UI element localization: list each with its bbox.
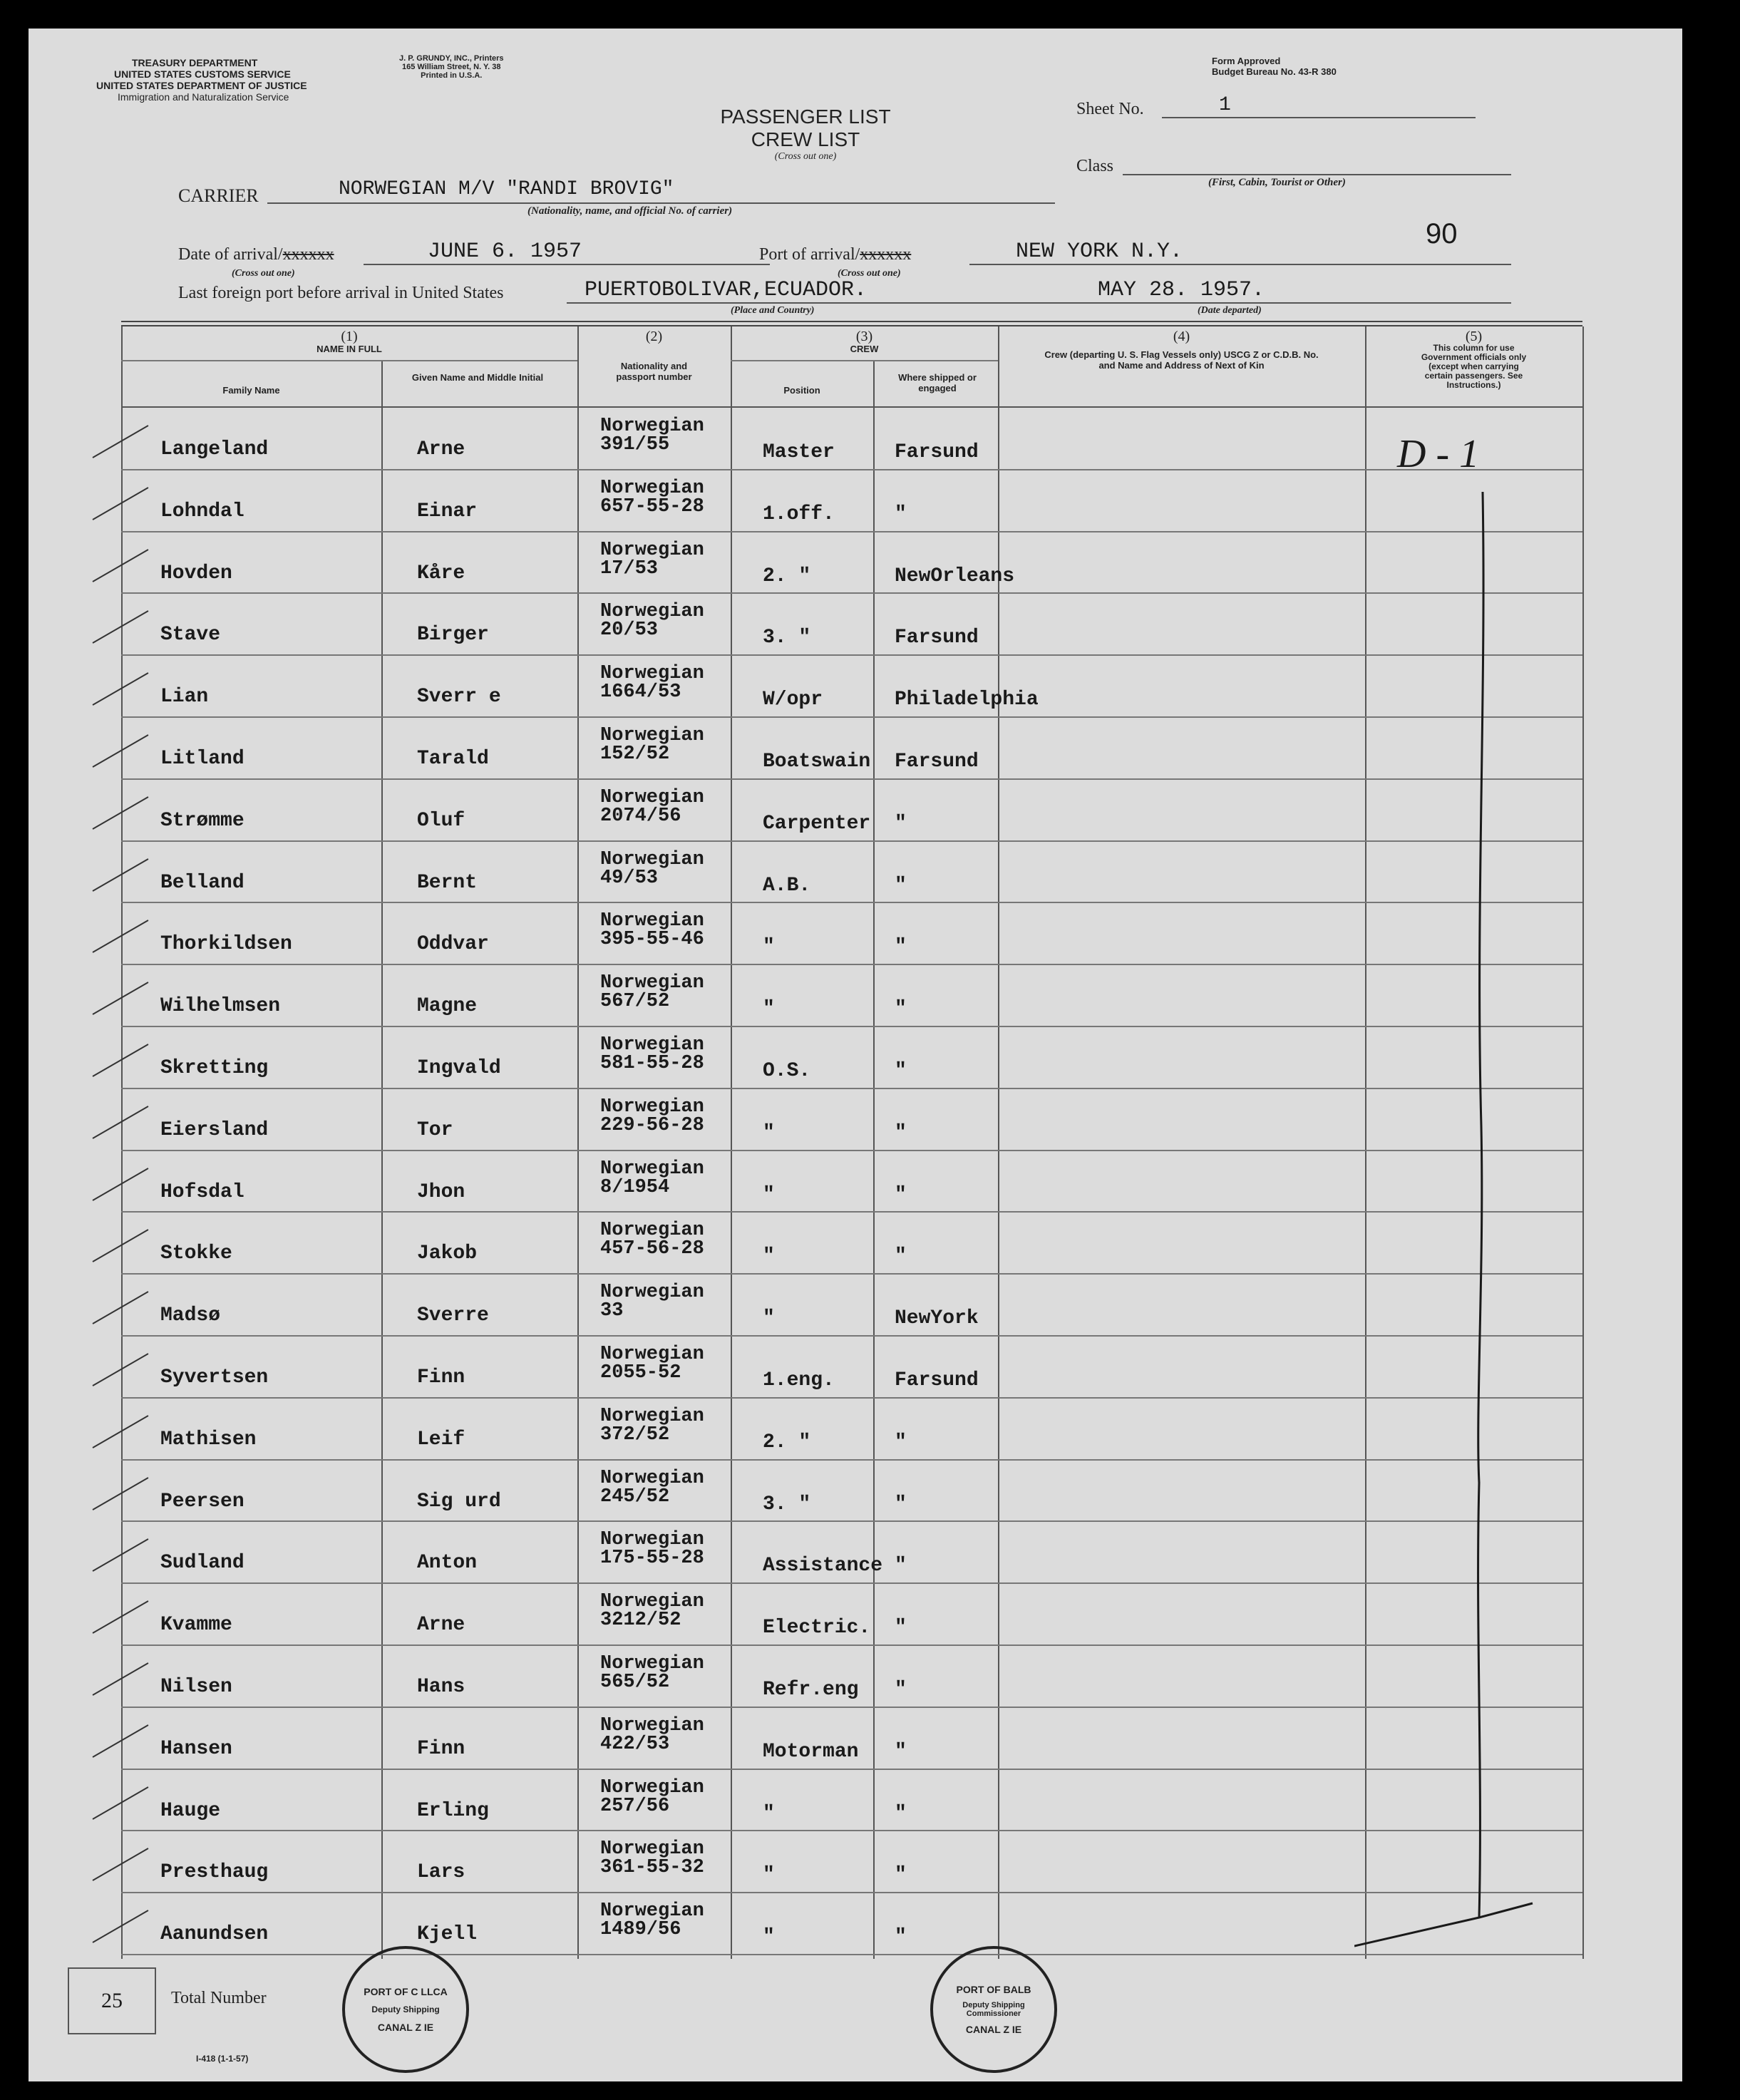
position-cell: " xyxy=(763,1802,775,1825)
date-label-wrap xyxy=(178,245,334,264)
nationality-cell: Norwegian xyxy=(600,1591,704,1613)
check-mark xyxy=(93,487,149,520)
stamp2-inner-text: Deputy Shipping Commissioner xyxy=(962,2001,1025,2018)
family-name-cell: Langeland xyxy=(160,438,269,460)
family-name-cell: Nilsen xyxy=(160,1676,232,1698)
family-name-cell: Kvamme xyxy=(160,1614,232,1637)
col2-num: (2) xyxy=(645,329,663,344)
nationality-cell: Norwegian xyxy=(600,1344,704,1365)
check-mark xyxy=(93,734,149,768)
nationality-cell: Norwegian xyxy=(600,601,704,623)
family-name-cell: Peersen xyxy=(160,1490,244,1513)
position-cell: " xyxy=(763,1864,775,1887)
where-shipped-cell: Philadelphia xyxy=(895,689,1039,711)
position-cell: W/opr xyxy=(763,689,823,711)
last-port-value: PUERTOBOLIVAR,ECUADOR. xyxy=(585,278,868,302)
col-line xyxy=(731,326,732,1959)
nationality-cell: Norwegian xyxy=(600,1158,704,1180)
where-shipped-cell: " xyxy=(895,1802,907,1825)
nationality-cell: Norwegian xyxy=(600,1529,704,1551)
total-number-label: Total Number xyxy=(171,1989,267,2007)
given-name-cell: Lars xyxy=(417,1861,465,1884)
family-name-cell: Wilhelmsen xyxy=(160,995,281,1018)
position-cell: 3. " xyxy=(763,627,811,649)
nationality-cell: Norwegian xyxy=(600,477,704,499)
col2-header xyxy=(577,329,731,382)
sheet-label: Sheet No. xyxy=(1076,100,1144,118)
date-label: Date of arrival/ xyxy=(178,245,283,264)
check-mark xyxy=(93,982,149,1015)
family-name-cell: Syvertsen xyxy=(160,1366,269,1389)
where-shipped-cell: " xyxy=(895,874,907,897)
class-note: (First, Cabin, Tourist or Other) xyxy=(1208,177,1346,188)
check-mark xyxy=(93,611,149,644)
passport-cell: 3212/52 xyxy=(600,1610,681,1632)
given-name-cell: Anton xyxy=(417,1552,478,1575)
family-name-cell: Stokke xyxy=(160,1242,232,1265)
given-name-cell: Finn xyxy=(417,1366,465,1389)
carrier-value: NORWEGIAN M/V "RANDI BROVIG" xyxy=(339,178,674,200)
col-line xyxy=(577,326,579,1959)
nationality-cell: Norwegian xyxy=(600,910,704,932)
passport-cell: 657-55-28 xyxy=(600,495,704,518)
given-name-cell: Jhon xyxy=(417,1180,465,1203)
passport-cell: 2074/56 xyxy=(600,805,681,827)
position-cell: Carpenter xyxy=(763,812,871,835)
class-underline xyxy=(1123,174,1511,175)
nationality-cell: Norwegian xyxy=(600,1034,704,1056)
col-family-name: Family Name xyxy=(222,385,280,396)
port-label: Port of arrival/ xyxy=(759,245,860,264)
document-page xyxy=(29,29,1682,2081)
family-name-cell: Belland xyxy=(160,871,244,894)
where-shipped-cell: NewYork xyxy=(895,1307,979,1330)
passport-cell: 8/1954 xyxy=(600,1176,670,1198)
check-mark xyxy=(93,1044,149,1077)
family-name-cell: Aanundsen xyxy=(160,1923,269,1946)
form-code: I-418 (1-1-57) xyxy=(196,2054,249,2064)
col4-title: Crew (departing U. S. Flag Vessels only) USCG Z or C.D.B. No. and Name and Address of Next of Kin xyxy=(1044,349,1319,371)
position-cell: Master xyxy=(763,441,835,463)
where-shipped-cell: " xyxy=(895,1060,907,1082)
title-passenger-list: PASSENGER LIST xyxy=(720,105,891,128)
nationality-cell: Norwegian xyxy=(600,848,704,870)
nationality-cell: Norwegian xyxy=(600,416,704,437)
where-shipped-cell: Farsund xyxy=(895,441,979,463)
given-name-cell: Tor xyxy=(417,1118,453,1141)
given-name-cell: Hans xyxy=(417,1676,465,1698)
subhead-rule xyxy=(121,360,577,361)
table-top-rule-2 xyxy=(121,325,1582,326)
family-name-cell: Thorkildsen xyxy=(160,933,292,956)
where-shipped-cell: " xyxy=(895,1245,907,1268)
position-cell: Boatswain xyxy=(763,751,871,773)
family-name-cell: Lian xyxy=(160,686,209,709)
nationality-cell: Norwegian xyxy=(600,1282,704,1304)
family-name-cell: Hofsdal xyxy=(160,1180,244,1203)
family-name-cell: Strømme xyxy=(160,809,244,832)
nationality-cell: Norwegian xyxy=(600,1467,704,1489)
check-mark xyxy=(93,1415,149,1448)
check-mark xyxy=(93,425,149,458)
position-cell: " xyxy=(763,1926,775,1949)
family-name-cell: Presthaug xyxy=(160,1861,269,1884)
passport-cell: 391/55 xyxy=(600,434,670,455)
nationality-cell: Norwegian xyxy=(600,1838,704,1860)
col2-title: Nationality and passport number xyxy=(616,361,692,382)
position-cell: Electric. xyxy=(763,1617,871,1640)
given-name-cell: Erling xyxy=(417,1799,489,1822)
col5-num: (5) xyxy=(1465,329,1483,344)
passport-cell: 372/52 xyxy=(600,1424,670,1446)
agency-line: TREASURY DEPARTMENT xyxy=(132,57,258,68)
family-name-cell: Lohndal xyxy=(160,500,244,523)
position-cell: 1.off. xyxy=(763,503,835,525)
printer-line: J. P. GRUNDY, INC., Printers xyxy=(399,54,504,63)
last-port-label: Last foreign port before arrival in United States xyxy=(178,284,504,302)
passport-cell: 565/52 xyxy=(600,1672,670,1693)
passport-cell: 49/53 xyxy=(600,867,659,889)
where-shipped-cell: " xyxy=(895,1183,907,1206)
col-line xyxy=(873,360,875,1959)
title-crew-list: CREW LIST xyxy=(751,128,860,150)
family-name-cell: Skretting xyxy=(160,1057,269,1079)
check-mark xyxy=(93,1106,149,1139)
nationality-cell: Norwegian xyxy=(600,1096,704,1118)
carrier-note: (Nationality, name, and official No. of carrier) xyxy=(527,205,733,217)
col3-header xyxy=(731,329,998,354)
position-cell: " xyxy=(763,1121,775,1144)
nationality-cell: Norwegian xyxy=(600,1653,704,1674)
check-mark xyxy=(93,1786,149,1820)
given-name-cell: Finn xyxy=(417,1737,465,1760)
given-name-cell: Leif xyxy=(417,1428,465,1451)
position-cell: A.B. xyxy=(763,874,811,897)
passport-cell: 581-55-28 xyxy=(600,1053,704,1074)
bracket-line xyxy=(1354,485,1540,1953)
position-cell: " xyxy=(763,936,775,959)
where-shipped-cell: " xyxy=(895,1493,907,1515)
check-mark xyxy=(93,858,149,892)
date-underline xyxy=(364,264,770,265)
date-crossed: xxxxxx xyxy=(282,245,334,264)
check-mark xyxy=(93,1600,149,1634)
family-name-cell: Litland xyxy=(160,748,244,770)
nationality-cell: Norwegian xyxy=(600,539,704,561)
check-mark xyxy=(93,549,149,582)
passport-cell: 1489/56 xyxy=(600,1919,681,1941)
carrier-label: CARRIER xyxy=(178,185,259,206)
col-given-name: Given Name and Middle Initial xyxy=(411,372,544,383)
col3-num: (3) xyxy=(855,329,873,344)
col-line xyxy=(381,360,383,1959)
given-name-cell: Ingvald xyxy=(417,1057,501,1079)
where-shipped-cell: " xyxy=(895,998,907,1021)
given-name-cell: Sverr e xyxy=(417,686,501,709)
port-underline xyxy=(969,264,1511,265)
position-cell: Assistance xyxy=(763,1555,883,1577)
position-cell: 2. " xyxy=(763,1431,811,1453)
stamp2-outer-text: PORT OF BALB xyxy=(956,1984,1031,1995)
position-cell: Refr.eng xyxy=(763,1679,859,1701)
subhead-rule xyxy=(731,360,998,361)
check-mark xyxy=(93,1539,149,1573)
family-name-cell: Eiersland xyxy=(160,1118,269,1141)
where-shipped-cell: " xyxy=(895,1617,907,1640)
sheet-no: 1 xyxy=(1219,94,1231,116)
where-shipped-cell: " xyxy=(895,1431,907,1453)
stamp1-outer-text: PORT OF C LLCA xyxy=(364,1986,448,1997)
passport-cell: 422/53 xyxy=(600,1733,670,1755)
port-label-wrap xyxy=(759,245,911,264)
port-note: (Cross out one) xyxy=(838,268,901,279)
passport-cell: 395-55-46 xyxy=(600,929,704,951)
page-number: 90 xyxy=(1426,218,1458,249)
col5-title: This column for use Government officials only (except when carrying certain passengers. See Instructions.) xyxy=(1421,343,1527,390)
given-name-cell: Oluf xyxy=(417,809,465,832)
where-shipped-cell: " xyxy=(895,1926,907,1949)
stamp2-bottom-text: CANAL Z IE xyxy=(965,2024,1022,2035)
check-mark xyxy=(93,1291,149,1324)
col1-num: (1) xyxy=(341,329,358,344)
check-mark xyxy=(93,672,149,706)
given-name-cell: Magne xyxy=(417,995,478,1018)
col-line xyxy=(121,326,123,1959)
family-name-cell: Hovden xyxy=(160,562,232,585)
last-port-underline xyxy=(567,302,1511,304)
passport-cell: 1664/53 xyxy=(600,681,681,704)
given-name-cell: Bernt xyxy=(417,871,478,894)
agency-line: UNITED STATES DEPARTMENT OF JUSTICE xyxy=(96,80,307,91)
passport-cell: 175-55-28 xyxy=(600,1548,704,1570)
col-where-shipped: Where shipped or engaged xyxy=(898,372,977,393)
table-top-rule xyxy=(121,321,1582,322)
given-name-cell: Arne xyxy=(417,1614,465,1637)
nationality-cell: Norwegian xyxy=(600,1220,704,1242)
col1-header xyxy=(121,329,577,354)
date-note: (Cross out one) xyxy=(232,268,295,279)
printer-line: 165 William Street, N. Y. 38 xyxy=(402,63,501,71)
given-name-cell: Kjell xyxy=(417,1923,478,1946)
title-note: (Cross out one) xyxy=(774,151,837,162)
where-shipped-cell: Farsund xyxy=(895,1369,979,1391)
check-mark xyxy=(93,1910,149,1943)
where-shipped-cell: " xyxy=(895,1121,907,1144)
given-name-cell: Kåre xyxy=(417,562,465,585)
position-cell: " xyxy=(763,1307,775,1330)
nationality-cell: Norwegian xyxy=(600,786,704,808)
family-name-cell: Sudland xyxy=(160,1552,244,1575)
col4-num: (4) xyxy=(1173,329,1190,344)
where-shipped-cell: Farsund xyxy=(895,627,979,649)
col5-header xyxy=(1365,329,1582,390)
col3-title: CREW xyxy=(850,344,879,354)
position-cell: 1.eng. xyxy=(763,1369,835,1391)
check-mark xyxy=(93,1724,149,1758)
stamp1-bottom-text: CANAL Z IE xyxy=(377,2022,434,2033)
check-mark xyxy=(93,1230,149,1263)
given-name-cell: Einar xyxy=(417,500,478,523)
check-mark xyxy=(93,1168,149,1201)
nationality-cell: Norwegian xyxy=(600,663,704,685)
agency-block xyxy=(64,57,307,103)
where-shipped-cell: " xyxy=(895,1864,907,1887)
check-mark xyxy=(93,1662,149,1696)
stamp-balboa xyxy=(930,1946,1057,2073)
date-arrival-value: JUNE 6. 1957 xyxy=(428,240,582,264)
given-name-cell: Sverre xyxy=(417,1304,489,1327)
port-arrival-value: NEW YORK N.Y. xyxy=(1016,240,1183,264)
passport-cell: 2055-52 xyxy=(600,1362,681,1384)
position-cell: " xyxy=(763,1245,775,1268)
position-cell: O.S. xyxy=(763,1060,811,1082)
given-name-cell: Jakob xyxy=(417,1242,478,1265)
passport-cell: 257/56 xyxy=(600,1795,670,1817)
col1-title: NAME IN FULL xyxy=(316,344,382,354)
given-name-cell: Birger xyxy=(417,624,489,647)
position-cell: " xyxy=(763,1183,775,1206)
family-name-cell: Stave xyxy=(160,624,221,647)
nationality-cell: Norwegian xyxy=(600,1776,704,1798)
check-mark xyxy=(93,920,149,954)
agency-line: UNITED STATES CUSTOMS SERVICE xyxy=(114,68,291,80)
passport-cell: 457-56-28 xyxy=(600,1238,704,1260)
date-departed-value: MAY 28. 1957. xyxy=(1098,278,1265,302)
budget-bureau: Budget Bureau No. 43-R 380 xyxy=(1212,66,1337,77)
total-number-value: 25 xyxy=(68,1967,156,2034)
given-name-cell: Oddvar xyxy=(417,933,489,956)
title-block xyxy=(699,105,912,163)
position-cell: Motorman xyxy=(763,1740,859,1763)
check-mark xyxy=(93,1848,149,1882)
printer-block xyxy=(399,54,504,80)
where-shipped-cell: " xyxy=(895,1679,907,1701)
where-shipped-cell: " xyxy=(895,812,907,835)
position-cell: 2. " xyxy=(763,565,811,587)
check-mark xyxy=(93,1353,149,1386)
where-shipped-cell: " xyxy=(895,1555,907,1577)
where-shipped-cell: " xyxy=(895,503,907,525)
printer-line: Printed in U.S.A. xyxy=(421,71,483,80)
nationality-cell: Norwegian xyxy=(600,1405,704,1427)
passport-cell: 20/53 xyxy=(600,619,659,642)
family-name-cell: Madsø xyxy=(160,1304,221,1327)
family-name-cell: Hauge xyxy=(160,1799,221,1822)
sheet-underline xyxy=(1162,117,1476,118)
col4-header xyxy=(998,329,1365,371)
header-bottom-rule xyxy=(121,406,1582,408)
passport-cell: 567/52 xyxy=(600,991,670,1013)
form-approved-block xyxy=(1212,56,1337,77)
row-rule xyxy=(121,1954,1582,1955)
carrier-underline xyxy=(267,202,1055,204)
agency-line: Immigration and Naturalization Service xyxy=(118,91,289,103)
col-position: Position xyxy=(783,385,820,396)
nationality-cell: Norwegian xyxy=(600,1900,704,1923)
stamp-cristobal xyxy=(342,1946,469,2073)
form-approved: Form Approved xyxy=(1212,56,1281,66)
passport-cell: 33 xyxy=(600,1300,624,1322)
row-rule xyxy=(121,469,1582,470)
position-cell: " xyxy=(763,998,775,1021)
check-mark xyxy=(93,796,149,830)
position-cell: 3. " xyxy=(763,1493,811,1515)
passport-cell: 17/53 xyxy=(600,557,659,580)
last-port-note: (Place and Country) xyxy=(731,305,815,316)
passport-cell: 229-56-28 xyxy=(600,1114,704,1136)
family-name-cell: Hansen xyxy=(160,1737,232,1760)
where-shipped-cell: " xyxy=(895,936,907,959)
where-shipped-cell: NewOrleans xyxy=(895,565,1015,587)
given-name-cell: Tarald xyxy=(417,748,489,770)
passport-cell: 245/52 xyxy=(600,1486,670,1508)
where-shipped-cell: " xyxy=(895,1740,907,1763)
d1-annotation: D - 1 xyxy=(1397,432,1480,476)
nationality-cell: Norwegian xyxy=(600,972,704,994)
date-departed-note: (Date departed) xyxy=(1198,305,1262,316)
check-mark xyxy=(93,1477,149,1510)
col-line xyxy=(1582,326,1584,1959)
nationality-cell: Norwegian xyxy=(600,725,704,746)
class-label: Class xyxy=(1076,157,1114,175)
stamp1-inner-text: Deputy Shipping xyxy=(371,2004,440,2014)
where-shipped-cell: Farsund xyxy=(895,751,979,773)
nationality-cell: Norwegian xyxy=(600,1714,704,1736)
port-crossed: xxxxxx xyxy=(860,245,912,264)
passport-cell: 361-55-32 xyxy=(600,1857,704,1879)
given-name-cell: Arne xyxy=(417,438,465,460)
family-name-cell: Mathisen xyxy=(160,1428,257,1451)
passport-cell: 152/52 xyxy=(600,743,670,765)
given-name-cell: Sig urd xyxy=(417,1490,501,1513)
